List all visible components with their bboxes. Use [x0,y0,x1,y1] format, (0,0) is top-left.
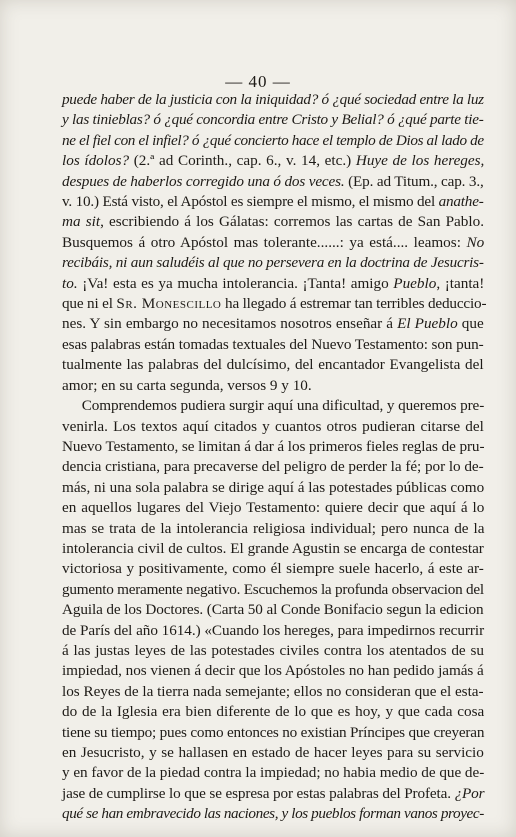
text-line: intolerancia civil de cultos. El grande Agustin se encarga de contestar [62,539,484,557]
text-line: Nuevo Testamento, se limitan á dar á los primeros fieles reglas de pru- [62,437,485,455]
italic-text: Pueblo [393,274,437,292]
roman-text: jase de cumplirse lo que se espresa por estas palabras del Profeta. [62,784,455,802]
text-line: Aguila de los Doctores. (Carta 50 al Conde Bonifacio segun la edicion [62,601,484,619]
text-line [62,294,487,314]
roman-text: ha llegado á estremar tan terribles deduccio- [221,295,487,313]
text-line [62,784,484,804]
text-line [62,274,484,294]
text-line [62,131,484,151]
italic-text: El Pueblo [397,315,458,333]
text-line: esas palabras están tomadas textuales del Nuevo Testamento: son pun- [62,335,484,353]
text-line: de París del año 1614.) «Cuando los hereges, para impedirnos recurrir [62,621,485,639]
italic-text: ¿Por [454,784,485,802]
text-line [62,804,484,824]
italic-text: ne el fiel con el infiel? ó ¿qué concierto hace el templo de Dios al lado de [62,131,484,149]
text-line [62,212,484,232]
italic-text: to. [62,274,78,292]
text-line: y en favor de la piedad contra la impiedad; no habia medio de que de- [62,764,485,782]
text-line [62,151,484,171]
page-body-text [62,90,487,825]
roman-text: ¡Va! esta es ya mucha intolerancia. ¡Tanta! amigo [77,274,394,292]
italic-text: qué se han embravecido las naciones, y los pueblos forman vanos proyec- [62,805,484,823]
text-line: Comprendemos pudiera surgir aquí una dificultad, y queremos pre- [81,397,485,415]
citation: (2.ª ad Corinth., cap. 6., v. 14, etc.) [129,152,356,170]
text-line [62,233,484,253]
text-line: tualmente las palabras del dulcísimo, del encantador Evangelista del [62,356,484,374]
text-line: los Reyes de la tierra nada semejante; ellos no consideran que el esta- [62,682,484,700]
text-line: do de la Iglesia era bien diferente de lo que es hoy, y que cada cosa [62,703,485,721]
roman-text: , ¡tanta! [436,274,485,292]
italic-text: los ídolos? [62,152,130,170]
text-line [62,253,484,273]
italic-text: despues de haberlos corregido una ó dos veces. [62,172,345,190]
text-line: dencia cristiana, para precaverse del peligro de perder la fé; por lo de- [62,458,484,476]
text-line: á las justas leyes de las potestades civiles contra los atentados de su [62,641,484,659]
text-line: en aquellos lugares del Viejo Testamento: quiere decir que aquí á lo [62,499,485,517]
italic-text: y las tinieblas? ó ¿qué concordia entre Cristo y Belial? ó ¿qué parte tie- [62,111,484,129]
text-line [62,314,484,334]
text-line: mas se trata de la intolerancia religiosa individual; pero nunca de la [62,519,485,537]
italic-text: Huye de los hereges, [355,152,485,170]
italic-text: recibáis, ni aun saludéis al que no persevera en la doctrina de Jesucris- [62,254,484,272]
text-line: en Jesucristo, y se hallasen en estado de hacer leyes para su servicio [62,744,484,761]
text-line: impiedad, nos vienen á decir que los Apóstoles no han pedido jamás á [62,662,484,680]
roman-text: , escribiendo á los Gálatas: corremos las cartas de San Pablo. [100,213,485,231]
text-line: más, ni una sola palabra se dirige aquí á las potestades públicas como [62,478,485,496]
small-caps-name: Sr. Monescillo [116,295,222,313]
text-line [62,172,484,192]
text-line: venirla. Los textos aquí citados y cuantos otros pudieran citarse del [62,417,484,435]
text-line: gumento meramente negativo. Escuchemos la profunda observacion del [62,580,484,598]
roman-text: v. 10.) Está visto, el Apóstol es siempre el mismo, el mismo del [62,193,439,211]
roman-text: que ni el [62,295,117,313]
roman-text: Busquemos á otro Apóstol mas tolerante......: ya está.... leamos: [62,233,467,251]
text-line: victoriosa y positivamente, como él siempre suele hacerlo, á este ar- [62,560,484,578]
text-line [62,110,484,130]
text-line [62,90,484,110]
citation: (Ep. ad Titum., cap. 3., [344,172,484,190]
page-number: — 40 — [225,72,291,91]
roman-text: nes. Y sin embargo no necesitamos nosotros enseñar á [62,315,398,333]
text-line: amor; en su carta segunda, versos 9 y 10. [62,376,312,394]
text-line: tiene su tiempo; pues como entonces no existian Príncipes que creyeran [62,723,485,741]
roman-text: que [457,315,484,333]
italic-text: No [466,233,485,251]
italic-text: anathe- [438,193,484,211]
italic-text: puede haber de la justicia con la iniquidad? ó ¿qué sociedad entre la luz [62,91,484,108]
italic-text: ma sit [62,213,101,231]
text-line [62,192,484,212]
